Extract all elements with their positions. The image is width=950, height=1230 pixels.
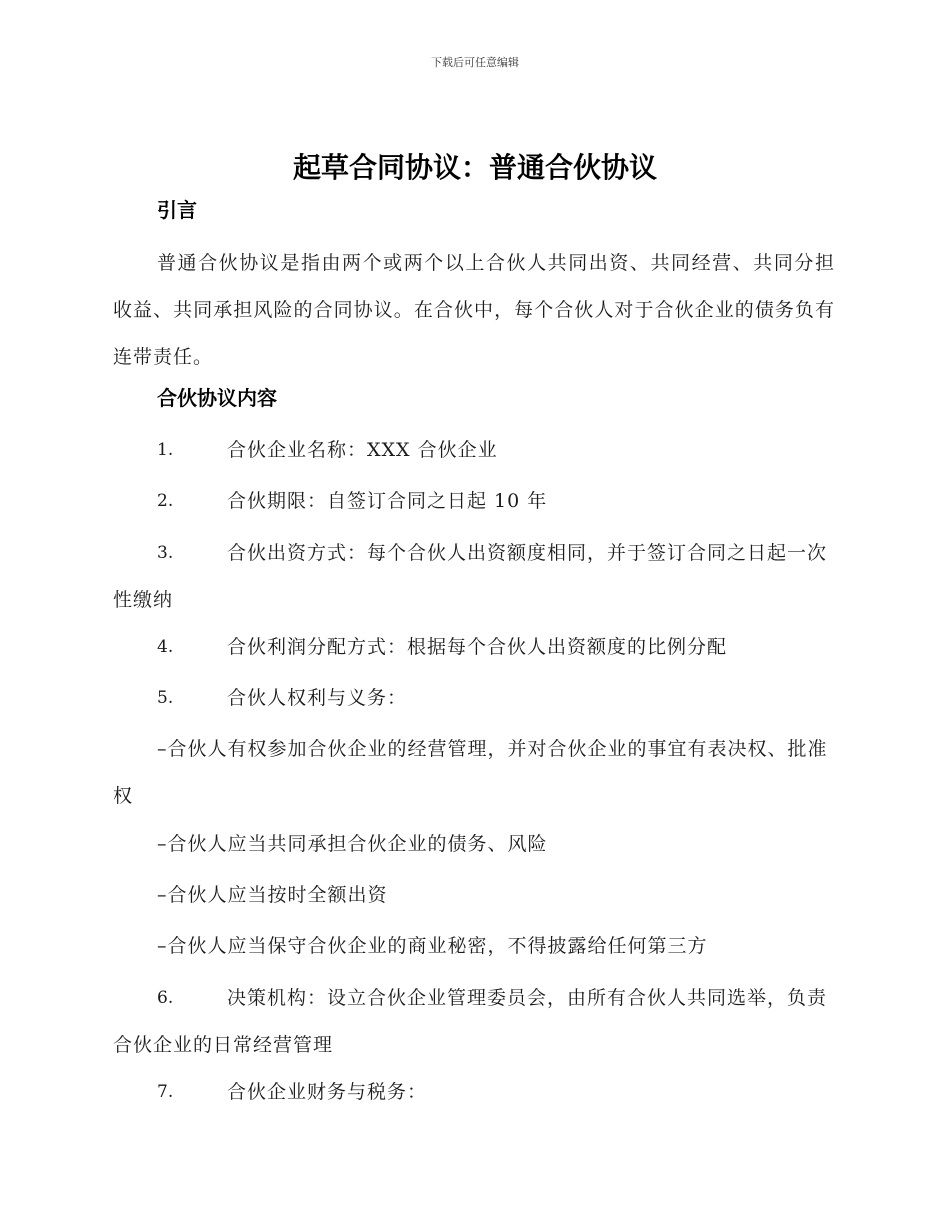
- list-item-text: 合伙出资方式：每个合伙人出资额度相同，并于签订合同之日起一次性缴纳: [113, 542, 828, 611]
- list-item-text: 合伙人权利与义务：: [227, 687, 408, 709]
- list-item-text: 合伙利润分配方式：根据每个合伙人出资额度的比例分配: [227, 636, 728, 658]
- duty-item-text: –合伙人有权参加合伙企业的经营管理，并对合伙企业的事宜有表决权、批准权: [113, 738, 828, 807]
- duty-item-text: –合伙人应当共同承担合伙企业的债务、风险: [157, 833, 548, 855]
- duty-item: [113, 821, 835, 868]
- duty-item-text: –合伙人应当按时全额出资: [157, 884, 388, 906]
- page-header-note: 下载后可任意编辑: [431, 56, 519, 69]
- duty-item: [113, 726, 835, 820]
- list-item-number: 3.: [157, 543, 174, 563]
- list-item-number: 6.: [157, 988, 174, 1008]
- list-item: [113, 675, 835, 722]
- list-item-number: 7.: [157, 1082, 174, 1102]
- list-item-text: 合伙企业财务与税务：: [227, 1081, 428, 1103]
- list-item-number: 2.: [157, 491, 174, 511]
- list-item-text: 决策机构：设立合伙企业管理委员会，由所有合伙人共同选举，负责合伙企业的日常经营管理: [113, 987, 828, 1056]
- duty-item: [113, 923, 835, 970]
- list-item-text: 合伙企业名称：XXX 合伙企业: [227, 439, 498, 461]
- list-item: [113, 624, 835, 671]
- list-item: [113, 530, 835, 624]
- intro-heading: 引言: [157, 198, 197, 222]
- list-item: [113, 427, 835, 474]
- intro-paragraph: 普通合伙协议是指由两个或两个以上合伙人共同出资、共同经营、共同分担收益、共同承担风险的合同协议。在合伙中，每个合伙人对于合伙企业的债务负有连带责任。: [113, 252, 835, 368]
- content-heading: 合伙协议内容: [157, 386, 277, 410]
- list-item: [113, 478, 835, 525]
- list-item-number: 4.: [157, 637, 174, 657]
- list-item-text: 合伙期限：自签订合同之日起 10 年: [227, 490, 548, 512]
- document-title: 起草合同协议：普通合伙协议: [292, 151, 657, 184]
- list-item: [113, 1069, 835, 1116]
- list-item-number: 1.: [157, 440, 174, 460]
- list-item: [113, 975, 835, 1069]
- duty-item: [113, 872, 835, 919]
- duty-item-text: –合伙人应当保守合伙企业的商业秘密，不得披露给任何第三方: [157, 935, 708, 957]
- list-item-number: 5.: [157, 688, 174, 708]
